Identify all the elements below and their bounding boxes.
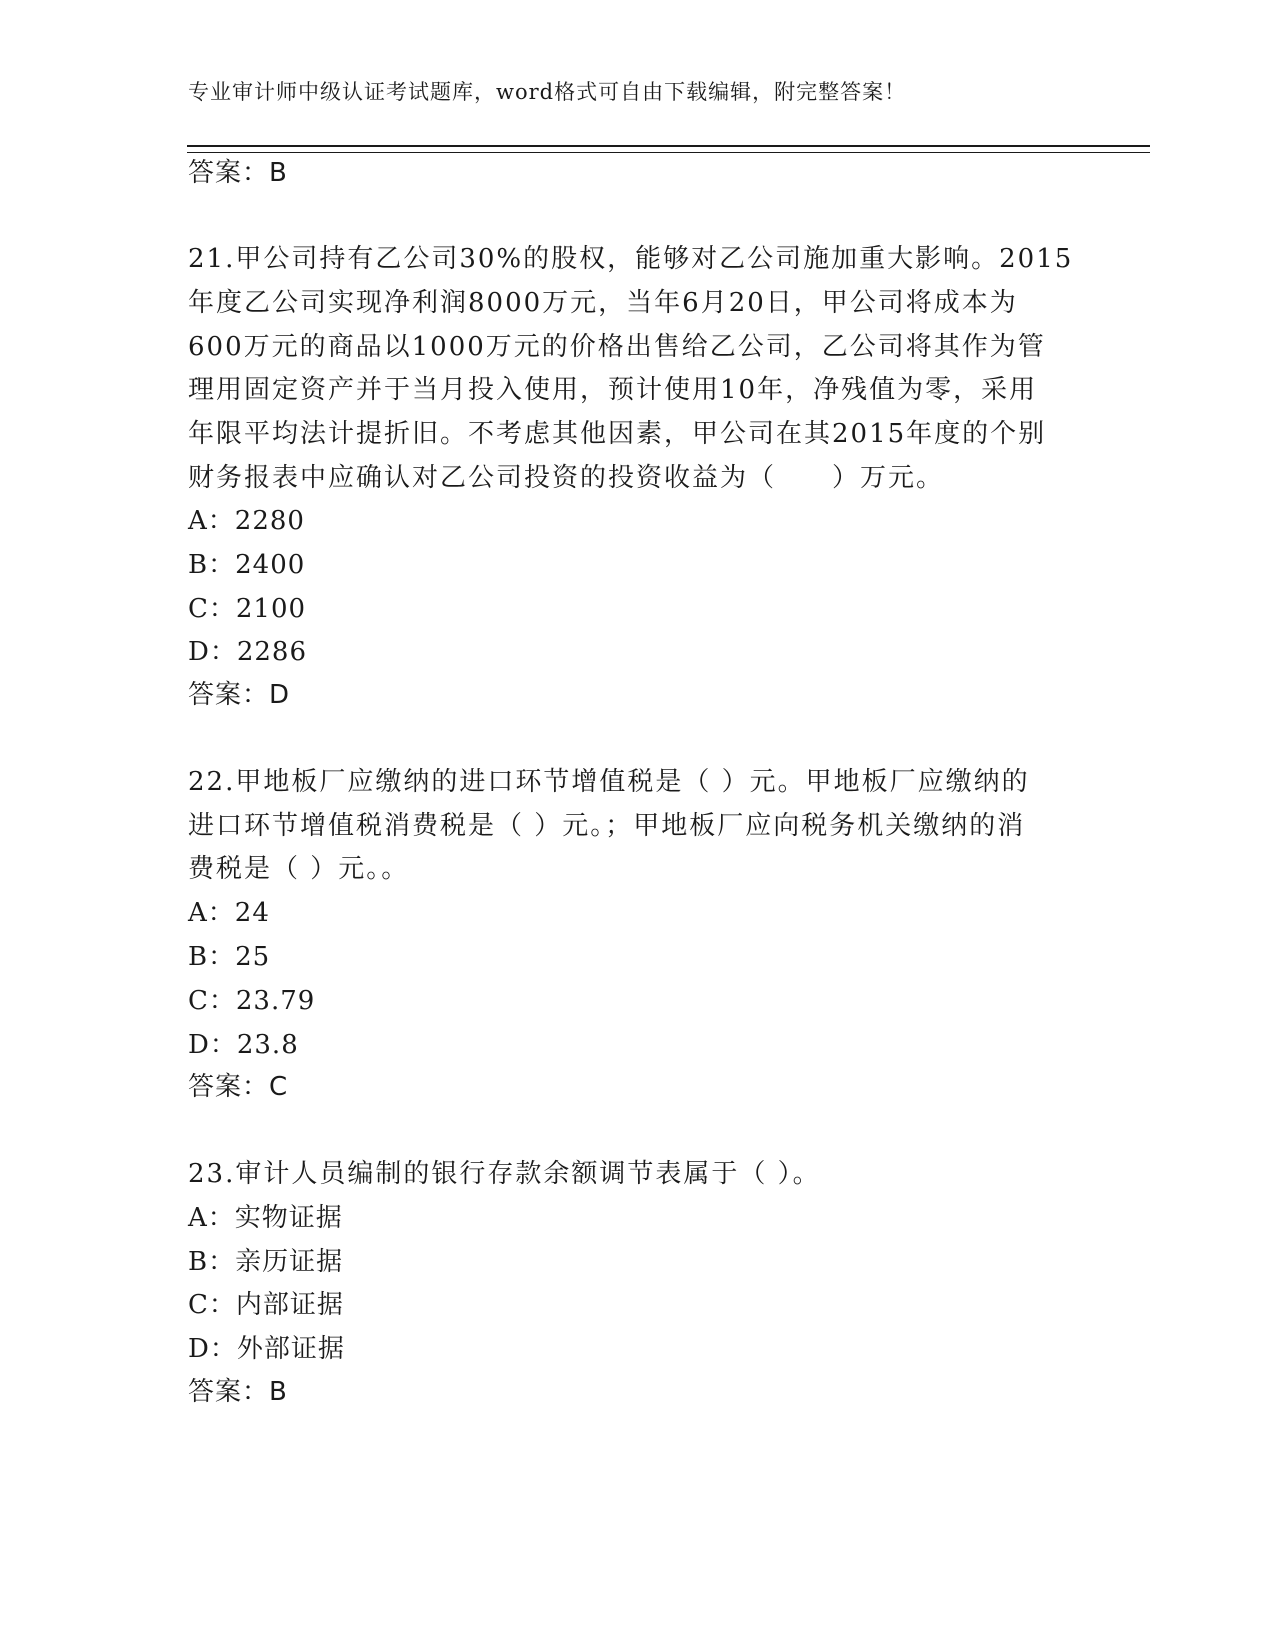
question-23-option-b: B：亲历证据 — [188, 1247, 344, 1277]
header-divider — [187, 145, 1150, 153]
question-23-option-a: A：实物证据 — [188, 1203, 343, 1233]
question-23-option-d: D：外部证据 — [188, 1334, 345, 1364]
question-21-option-b: B：2400 — [188, 550, 306, 580]
question-22-line-2: 进口环节增值税消费税是（ ）元。；甲地板厂应向税务机关缴纳的消 — [188, 811, 1026, 841]
question-23-option-c: C：内部证据 — [188, 1290, 344, 1320]
question-21-line-1: 21.甲公司持有乙公司30%的股权，能够对乙公司施加重大影响。2015 — [188, 244, 1074, 274]
question-21-option-c: C：2100 — [188, 594, 307, 624]
question-21-line-6: 财务报表中应确认对乙公司投资的投资收益为（ ）万元。 — [188, 463, 945, 493]
question-22-option-b: B：25 — [188, 942, 271, 972]
question-22-answer: 答案：C — [188, 1072, 289, 1102]
question-21-option-d: D：2286 — [188, 637, 308, 667]
question-21-line-5: 年限平均法计提折旧。不考虑其他因素，甲公司在其2015年度的个别 — [188, 419, 1047, 449]
question-21-option-a: A：2280 — [188, 506, 305, 536]
question-21-line-3: 600万元的商品以1000万元的价格出售给乙公司，乙公司将其作为管 — [188, 332, 1046, 362]
question-22-option-d: D：23.8 — [188, 1030, 299, 1060]
answer-prev: 答案：B — [188, 158, 288, 188]
question-23-line-1: 23.审计人员编制的银行存款余额调节表属于（ ）。 — [188, 1159, 821, 1189]
question-21-line-4: 理用固定资产并于当月投入使用，预计使用10年，净残值为零，采用 — [188, 375, 1038, 405]
question-21-answer: 答案：D — [188, 680, 291, 710]
question-22-option-a: A：24 — [188, 898, 270, 928]
question-21-line-2: 年度乙公司实现净利润8000万元，当年6月20日，甲公司将成本为 — [188, 288, 1018, 318]
question-22-line-1: 22.甲地板厂应缴纳的进口环节增值税是（ ）元。甲地板厂应缴纳的 — [188, 767, 1030, 797]
question-23-answer: 答案：B — [188, 1377, 288, 1407]
question-22-option-c: C：23.79 — [188, 986, 316, 1016]
page-header: 专业审计师中级认证考试题库，word格式可自由下载编辑，附完整答案！ — [188, 80, 907, 104]
question-22-line-3: 费税是（ ）元。。 — [188, 854, 410, 884]
